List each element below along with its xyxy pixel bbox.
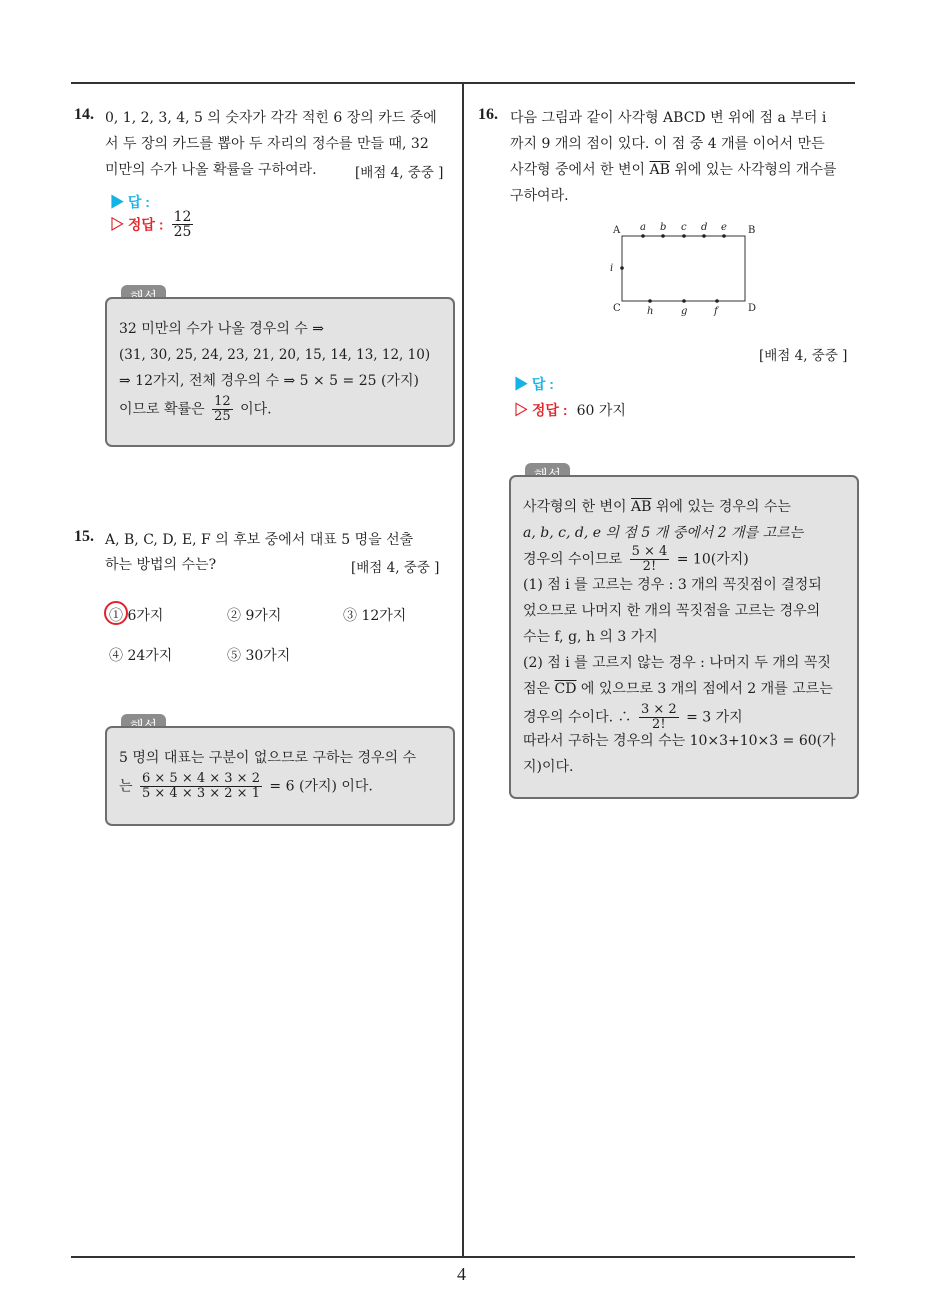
solution-line: 경우의 수이므로 $\frac{5 \times 4}{2!}$ = 10(가지) (523, 544, 749, 574)
combination-fraction: $\frac{3 \times 2}{2!}$ (640, 702, 677, 732)
corner-label: C (613, 303, 621, 314)
correct-answer (110, 210, 196, 239)
segment-ab: $\overline{AB}$ (631, 499, 652, 515)
probability-fraction: $\frac{12}{25}$ (214, 394, 231, 424)
question-text-line: 서 두 장의 카드를 뽑아 두 자리의 정수를 만들 때, 32 (105, 136, 429, 152)
answer-choice-5[interactable]: ⑤ 30가지 (227, 648, 291, 664)
answer-choice-3[interactable]: ③ 12가지 (343, 608, 407, 624)
point-label: b (660, 222, 667, 233)
point-label: d (701, 222, 708, 233)
segment-ab: $\overline{AB}$ (649, 162, 670, 178)
answer-label: ▶ 답 : (514, 376, 554, 392)
column-divider (462, 82, 464, 1257)
solution-line: (2) 점 i 를 고르지 않는 경우 : 나머지 두 개의 꼭짓 (523, 655, 831, 671)
point-dot (722, 234, 726, 238)
solution-line: (1) 점 i 를 고르는 경우 : 3 개의 꼭짓점이 결정되 (523, 577, 822, 593)
solution-line: 경우의 수이다. ∴ $\frac{3 \times 2}{2!}$ = 3 가지 (523, 702, 743, 732)
correct-answer-label: ▷ 정답 : (110, 216, 164, 233)
solution-line: 따라서 구하는 경우의 수는 10×3+10×3 = 60(가 (523, 733, 836, 749)
correct-answer (514, 400, 626, 420)
question-text-line: 사각형 중에서 한 변이 $\overline{AB}$ 위에 있는 사각형의 개수를 (510, 162, 837, 178)
point-dot (641, 234, 645, 238)
bottom-rule (71, 1256, 855, 1258)
solution-box (509, 475, 859, 799)
point-label: i (610, 263, 614, 274)
point-label: e (721, 222, 727, 233)
score-rating: [배점 4, 중중 ] (351, 560, 440, 576)
corner-label: A (613, 225, 621, 236)
solution-line: 5 명의 대표는 구분이 없으므로 구하는 경우의 수 (119, 750, 417, 766)
answer-choice-4[interactable]: ④ 24가지 (109, 648, 173, 664)
solution-line: 사각형의 한 변이 $\overline{AB}$ 위에 있는 경우의 수는 (523, 499, 791, 515)
point-dot (715, 299, 719, 303)
point-dot (620, 266, 624, 270)
question-text-line: A, B, C, D, E, F 의 후보 중에서 대표 5 명을 선출 (105, 532, 414, 548)
question-text-line: 구하여라. (510, 188, 569, 204)
point-dot (702, 234, 706, 238)
point-dot (682, 234, 686, 238)
answer-choice-2[interactable]: ② 9가지 (227, 608, 282, 624)
score-rating: [배점 4, 중중 ] (759, 348, 848, 364)
point-label: h (647, 306, 654, 317)
combination-fraction: $\frac{5 \times 4}{2!}$ (631, 544, 668, 574)
solution-line: 는 $\frac{6 \times 5 \times 4 \times 3 \times 2}{5 \times 4 \times 3 \times 2 \times 1}$ = 6 (가지) 이다. (119, 771, 373, 801)
point-label: g (681, 306, 688, 317)
correct-answer-fraction: $\frac{12}{25}$ (173, 209, 192, 240)
solution-line: 수는 f, g, h 의 3 가지 (523, 629, 658, 645)
solution-line: 32 미만의 수가 나올 경우의 수 ⇒ (119, 321, 325, 337)
corner-label: B (748, 225, 756, 236)
correct-answer-label: ▷ 정답 : (514, 402, 568, 418)
solution-box (105, 297, 455, 447)
rectangle-abcd (622, 236, 745, 301)
solution-line: 지)이다. (523, 759, 574, 775)
solution-line: 었으므로 나머지 한 개의 꼭짓점을 고르는 경우의 (523, 603, 821, 619)
corner-label: D (748, 303, 757, 314)
solution-line: a, b, c, d, e 의 점 5 개 중에서 2 개를 고르는 (523, 525, 804, 541)
solution-line: 이므로 확률은 $\frac{12}{25}$ 이다. (119, 394, 272, 424)
question-text-line: 하는 방법의 수는? (105, 557, 217, 573)
question-text-line: 까지 9 개의 점이 있다. 이 점 중 4 개를 이어서 만든 (510, 136, 825, 152)
solution-line: (31, 30, 25, 24, 23, 21, 20, 15, 14, 13, 12, 10) (119, 347, 431, 363)
point-dot (682, 299, 686, 303)
point-dot (648, 299, 652, 303)
point-label: a (640, 222, 646, 233)
question-number: 16. (478, 106, 498, 123)
segment-cd: $\overline{CD}$ (554, 681, 577, 697)
rectangle-figure (600, 215, 770, 320)
answer-label: ▶ 답 : (110, 194, 150, 210)
question-text-line: 다음 그림과 같이 사각형 ABCD 변 위에 점 a 부터 i (510, 110, 827, 126)
question-number: 14. (74, 106, 94, 123)
solution-box (105, 726, 455, 826)
point-label: f (714, 306, 718, 317)
solution-line: ⇒ 12가지, 전체 경우의 수 ⇒ 5 × 5 = 25 (가지) (119, 373, 419, 389)
answer-choice-1[interactable]: ① 6가지 (109, 608, 164, 624)
count-fraction: $\frac{6 \times 5 \times 4 \times 3 \times 2}{5 \times 4 \times 3 \times 2 \times 1}$ (141, 771, 260, 801)
page-number: 4 (457, 1264, 466, 1284)
question-text-line: 0, 1, 2, 3, 4, 5 의 숫자가 각각 적힌 6 장의 카드 중에 (105, 110, 437, 126)
question-text-line: 미만의 수가 나올 확률을 구하여라. (105, 162, 317, 178)
point-dot (661, 234, 665, 238)
question-number: 15. (74, 528, 94, 545)
correct-answer-value: 60 가지 (576, 403, 626, 419)
score-rating: [배점 4, 중중 ] (355, 165, 444, 181)
solution-line: 점은 $\overline{CD}$ 에 있으므로 3 개의 점에서 2 개를 고르는 (523, 681, 833, 697)
point-label: c (681, 222, 687, 233)
